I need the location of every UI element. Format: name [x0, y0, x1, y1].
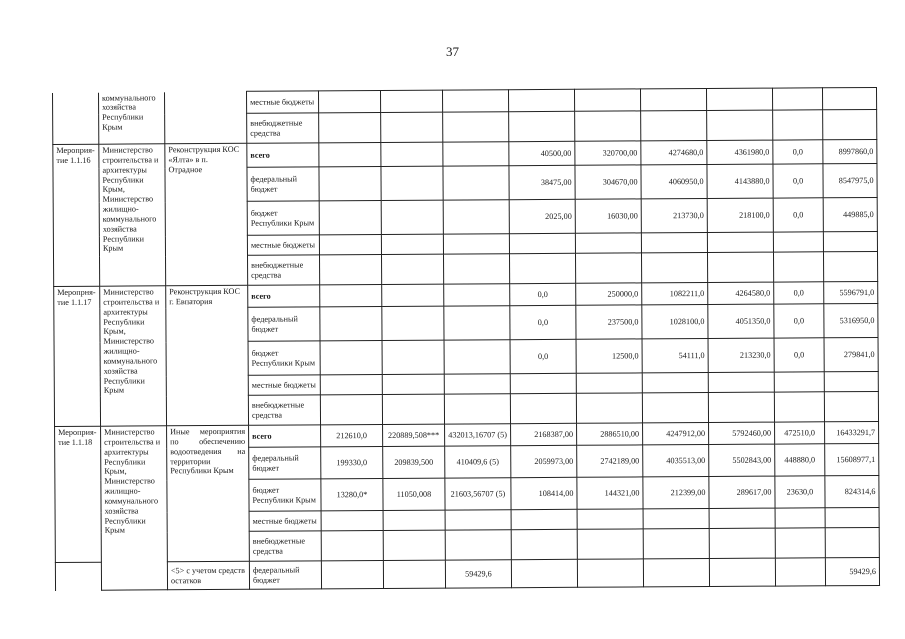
value-cell: 0,0 [510, 339, 576, 373]
value-cell: 199330,0 [321, 446, 383, 478]
value-cell: 279841,0 [824, 337, 878, 371]
value-cell [577, 559, 643, 587]
value-cell: 21603,56707 (5) [445, 478, 511, 510]
source-cell: внебюджетные средства [249, 531, 321, 561]
value-cell: 304670,00 [575, 165, 641, 199]
value-cell: 213730,0 [641, 198, 707, 232]
source-cell: внебюджетные средства [248, 395, 320, 425]
value-cell [643, 558, 709, 586]
value-cell: 824314,6 [825, 475, 879, 507]
source-cell: местные бюджеты [247, 235, 319, 255]
value-cell: 237500,0 [576, 305, 642, 339]
value-cell: 449885,0 [823, 197, 877, 231]
value-cell [443, 200, 509, 234]
value-cell: 218100,0 [707, 198, 773, 232]
executor-cell: Министерство строительства и архитектуры Республики Крым, Министерство жилищно-коммунального хозяйства Республики Крым [100, 286, 167, 426]
source-cell: всего [249, 425, 321, 447]
value-cell [381, 142, 443, 166]
value-cell: 144321,00 [577, 477, 643, 509]
budget-table [52, 87, 880, 591]
source-cell: федеральный бюджет [249, 561, 321, 589]
value-cell: 0,0 [774, 282, 824, 304]
measure-cell: Меропрня-тие 1.1.17 [54, 286, 101, 426]
measure-cell [53, 92, 99, 144]
source-cell: местные бюджеты [246, 91, 318, 113]
value-cell: 11050,008 [383, 478, 445, 510]
source-cell: бюджет Республики Крым [248, 341, 320, 375]
value-cell: 40500,00 [509, 141, 575, 165]
measure-cell [55, 562, 101, 590]
source-cell: внебюджетные средства [248, 255, 320, 285]
value-cell: 16433291,7 [825, 421, 879, 443]
measure-cell: Мероприя-тие 1.1.18 [55, 426, 102, 562]
value-cell: 212610,0 [321, 424, 383, 446]
value-cell: 2168387,00 [511, 423, 577, 445]
value-cell [775, 558, 825, 586]
object-cell: Реконструкция КОС «Ялта» в п. Отрадное [165, 143, 248, 285]
value-cell: 15608977,1 [825, 443, 879, 475]
source-cell: местные бюджеты [248, 375, 320, 395]
value-cell: 1082211,0 [642, 282, 708, 304]
source-cell: федеральный бюджет [248, 307, 320, 341]
value-cell: 448880,0 [775, 444, 825, 476]
source-cell: бюджет Республики Крым [249, 479, 321, 511]
value-cell [382, 340, 444, 374]
table-row [55, 557, 879, 590]
value-cell: 8997860,0 [823, 139, 877, 163]
value-cell: 1028100,0 [642, 304, 708, 338]
value-cell: 220889,508*** [383, 424, 445, 446]
value-cell [381, 166, 443, 200]
value-cell [321, 560, 383, 588]
source-cell: внебюджетные средства [247, 113, 319, 143]
executor-cell: коммунального хозяйства Республики Крым [99, 92, 165, 144]
value-cell [319, 166, 381, 200]
value-cell: 0,0 [510, 283, 576, 305]
value-cell [444, 284, 510, 306]
source-cell: всего [248, 285, 320, 307]
value-cell: 5316950,0 [824, 303, 878, 337]
value-cell: 5502843,00 [709, 444, 775, 476]
value-cell: 209839,500 [383, 446, 445, 478]
value-cell: 4060950,0 [641, 165, 707, 199]
value-cell: 5792460,00 [709, 422, 775, 444]
value-cell: 0,0 [510, 305, 576, 339]
source-cell: всего [247, 143, 319, 167]
object-cell [165, 91, 247, 143]
value-cell: 23630,0 [775, 476, 825, 508]
value-cell: 320700,00 [575, 141, 641, 165]
value-cell: 2025,00 [509, 199, 575, 233]
value-cell [383, 560, 445, 588]
value-cell: 289617,00 [709, 476, 775, 508]
value-cell: 2059973,00 [511, 445, 577, 477]
value-cell [319, 142, 381, 166]
value-cell [382, 306, 444, 340]
value-cell: 13280,0* [321, 478, 383, 510]
object-cell: Иные мероприятия по обеспечению водоотведения на территории Республики Крым [167, 425, 250, 561]
value-cell [443, 166, 509, 200]
value-cell [444, 340, 510, 374]
value-cell: 4051350,0 [708, 304, 774, 338]
value-cell [511, 559, 577, 587]
value-cell [320, 284, 382, 306]
value-cell: 0,0 [773, 140, 823, 164]
value-cell: 4143880,0 [707, 164, 773, 198]
value-cell: 4274680,0 [641, 141, 707, 165]
value-cell [320, 306, 382, 340]
value-cell: 250000,0 [576, 283, 642, 305]
value-cell: 4247912,00 [643, 422, 709, 444]
value-cell: 0,0 [773, 198, 823, 232]
value-cell: 108414,00 [511, 477, 577, 509]
value-cell: 38475,00 [509, 165, 575, 199]
executor-cell: Министерство строительства и архитектуры Республики Крым, Министерство жилищно-коммунального хозяйства Республики Крым [101, 426, 168, 590]
source-cell: местные бюджеты [249, 511, 321, 531]
value-cell: 0,0 [774, 304, 824, 338]
value-cell: 4035513,00 [643, 444, 709, 476]
value-cell: 410409,6 (5) [445, 446, 511, 478]
value-cell: 2886510,00 [577, 423, 643, 445]
value-cell: 59429,6 [445, 560, 511, 588]
value-cell: 8547975,0 [823, 163, 877, 197]
source-cell: федеральный бюджет [249, 447, 321, 479]
value-cell: 54111,0 [642, 338, 708, 372]
object-cell: Реконструкция КОС г. Евпатория [166, 285, 249, 425]
value-cell: 4361980,0 [707, 140, 773, 164]
value-cell: 4264580,0 [708, 282, 774, 304]
value-cell: 212399,00 [643, 476, 709, 508]
value-cell: 0,0 [774, 338, 824, 372]
value-cell: 0,0 [773, 164, 823, 198]
value-cell [381, 200, 443, 234]
value-cell: 213230,0 [708, 338, 774, 372]
value-cell: 12500,0 [576, 339, 642, 373]
executor-cell: Министерство строительства и архитектуры Республики Крым, Министерство жилищно-коммунального хозяйства Республики Крым [99, 144, 166, 286]
source-cell: федеральный бюджет [247, 167, 319, 201]
object-cell: <5> с учетом средств остатков [167, 561, 249, 590]
value-cell [320, 340, 382, 374]
source-cell: бюджет Республики Крым [247, 201, 319, 235]
value-cell: 472510,0 [775, 422, 825, 444]
value-cell: 59429,6 [825, 557, 879, 585]
page-number: 37 [446, 44, 459, 59]
value-cell: 5596791,0 [824, 281, 878, 303]
value-cell [319, 200, 381, 234]
measure-cell: Мероприя-тие 1.1.16 [53, 144, 100, 286]
value-cell [443, 142, 509, 166]
value-cell: 432013,16707 (5) [445, 424, 511, 446]
value-cell [444, 306, 510, 340]
value-cell: 2742189,00 [577, 445, 643, 477]
budget-table-sheet [52, 87, 880, 591]
value-cell [382, 284, 444, 306]
value-cell [709, 558, 775, 586]
value-cell: 16030,00 [575, 199, 641, 233]
